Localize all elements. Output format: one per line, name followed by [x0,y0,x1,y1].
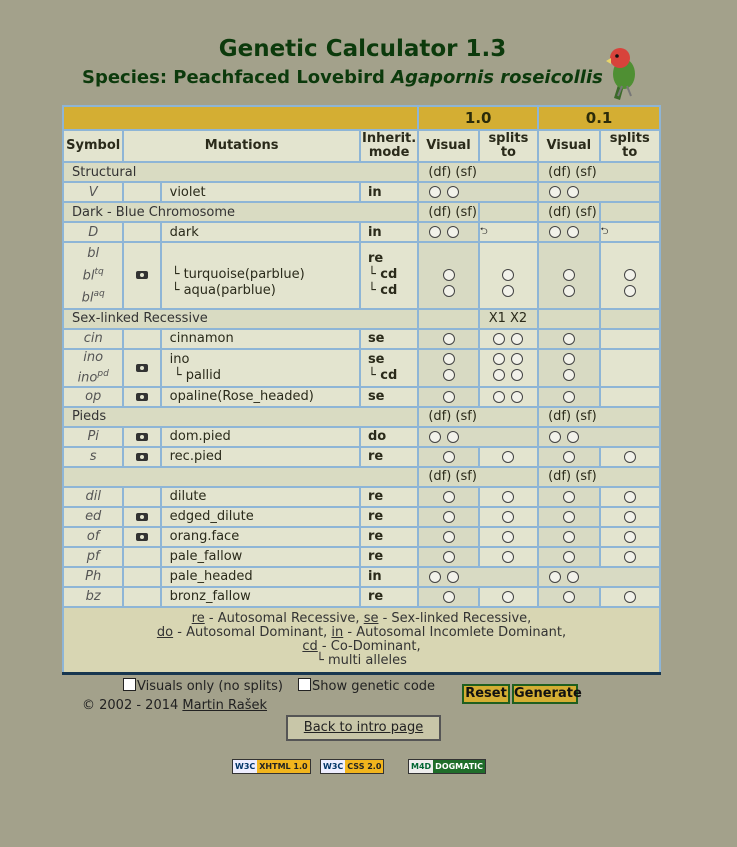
author-link[interactable]: Martin Rašek [182,698,268,713]
radio[interactable] [447,431,459,443]
section-row: Pieds (df) (sf) (df) (sf) [63,407,660,427]
col-symbol: Symbol [63,130,123,162]
table-row: V violet in [63,182,660,202]
radio-df[interactable] [429,226,441,238]
back-button[interactable]: Back to intro page [286,715,441,741]
radio[interactable] [443,451,455,463]
radio[interactable] [563,333,575,345]
copyright: © 2002 - 2014 Martin Rašek [82,698,268,713]
radio[interactable] [624,531,636,543]
radio[interactable] [511,369,523,381]
radio[interactable] [624,491,636,503]
table-row: s rec.pied re [63,447,660,467]
radio[interactable] [443,491,455,503]
table-row: D dark in ⮌ ⮌ [63,222,660,242]
camera-icon[interactable] [136,513,148,521]
radio[interactable] [563,511,575,523]
radio-sf[interactable] [567,226,579,238]
radio[interactable] [563,369,575,381]
section-row: Structural (df) (sf) (df) (sf) [63,162,660,182]
radio[interactable] [447,571,459,583]
radio-sf[interactable] [567,186,579,198]
radio[interactable] [563,285,575,297]
radio[interactable] [563,269,575,281]
radio[interactable] [563,353,575,365]
dogmatic-badge[interactable]: M4D DOGMATIC [408,759,486,774]
radio[interactable] [502,285,514,297]
radio[interactable] [429,431,441,443]
reset-button[interactable]: Reset [462,684,510,704]
parent-male-label: 1.0 [418,106,538,130]
radio[interactable] [443,353,455,365]
radio[interactable] [563,551,575,563]
radio[interactable] [502,491,514,503]
table-row: of orang.face re [63,527,660,547]
radio[interactable] [502,591,514,603]
radio[interactable] [567,571,579,583]
radio[interactable] [443,551,455,563]
link-icon[interactable]: ⮌ [600,226,609,237]
parent-female-label: 0.1 [538,106,660,130]
radio[interactable] [624,551,636,563]
col-splits-female: splits to [600,130,660,162]
radio[interactable] [443,391,455,403]
radio-df[interactable] [429,186,441,198]
camera-icon[interactable] [136,533,148,541]
generate-button[interactable]: Generate [512,684,578,704]
table-row: bz bronz_fallow re [63,587,660,607]
radio[interactable] [502,451,514,463]
radio[interactable] [624,269,636,281]
radio[interactable] [511,333,523,345]
camera-icon[interactable] [136,433,148,441]
radio[interactable] [624,511,636,523]
table-row: op opaline(Rose_headed) se [63,387,660,407]
camera-icon[interactable] [136,453,148,461]
col-visual-female: Visual [538,130,599,162]
radio[interactable] [443,285,455,297]
radio[interactable] [443,591,455,603]
species-title: Species: Peachfaced Lovebird Agapornis roseicollis [82,67,603,88]
table-row: bl $bl^{tq}$ $bl^{aq}$ └ turquoise(parblue) └ aqua(parblue) re └ cd └ cd [63,242,660,309]
radio[interactable] [624,451,636,463]
calculator-table [62,105,661,697]
header-band [63,106,418,130]
radio[interactable] [493,353,505,365]
radio[interactable] [502,511,514,523]
xhtml-badge[interactable]: W3C XHTML 1.0 [232,759,311,774]
camera-icon[interactable] [136,271,148,279]
radio[interactable] [502,531,514,543]
radio[interactable] [443,333,455,345]
table-row: dil dilute re [63,487,660,507]
lovebird-icon [604,46,642,102]
visuals-only-checkbox[interactable]: Visuals only (no splits) [123,678,283,694]
page-title: Genetic Calculator 1.3 [218,36,507,62]
radio[interactable] [563,591,575,603]
section-row: Dark - Blue Chromosome (df) (sf) (df) (sf) [63,202,660,222]
col-visual-male: Visual [418,130,478,162]
radio[interactable] [443,511,455,523]
table-row: ino ino$^{pd}$ ino └ pallid se └ cd [63,349,660,387]
section-row: Sex-linked Recessive X1 X2 [63,309,660,329]
radio-df[interactable] [549,186,561,198]
camera-icon[interactable] [136,364,148,372]
table-row: ed edged_dilute re [63,507,660,527]
radio[interactable] [563,531,575,543]
radio[interactable] [443,369,455,381]
table-row: Ph pale_headed in [63,567,660,587]
table-row: pf pale_fallow re [63,547,660,567]
show-code-checkbox[interactable]: Show genetic code [298,678,435,694]
radio[interactable] [563,391,575,403]
legend: re - Autosomal Recessive, se - Sex-linked Recessive, do - Autosomal Dominant, in - Autosomal Incomlete Dominant, cd - Co-Dominant, └ multi alleles [63,607,660,674]
col-splits-male: splits to [479,130,538,162]
radio[interactable] [493,391,505,403]
radio[interactable] [563,451,575,463]
radio[interactable] [511,391,523,403]
col-mutations: Mutations [123,130,360,162]
radio[interactable] [443,269,455,281]
table-row: Pi dom.pied do [63,427,660,447]
radio[interactable] [502,551,514,563]
radio[interactable] [549,571,561,583]
link-icon[interactable]: ⮌ [479,226,488,237]
camera-icon[interactable] [136,393,148,401]
table-row: cin cinnamon se [63,329,660,349]
col-mode: Inherit. mode [360,130,418,162]
radio[interactable] [502,269,514,281]
radio[interactable] [493,333,505,345]
section-row: (df) (sf) (df) (sf) [63,467,660,487]
radio-df[interactable] [549,226,561,238]
radio[interactable] [429,571,441,583]
radio[interactable] [549,431,561,443]
radio[interactable] [493,369,505,381]
radio[interactable] [567,431,579,443]
radio-sf[interactable] [447,186,459,198]
radio[interactable] [563,491,575,503]
radio[interactable] [624,591,636,603]
css-badge[interactable]: W3C CSS 2.0 [320,759,384,774]
radio[interactable] [511,353,523,365]
radio[interactable] [624,285,636,297]
radio-sf[interactable] [447,226,459,238]
radio[interactable] [443,531,455,543]
